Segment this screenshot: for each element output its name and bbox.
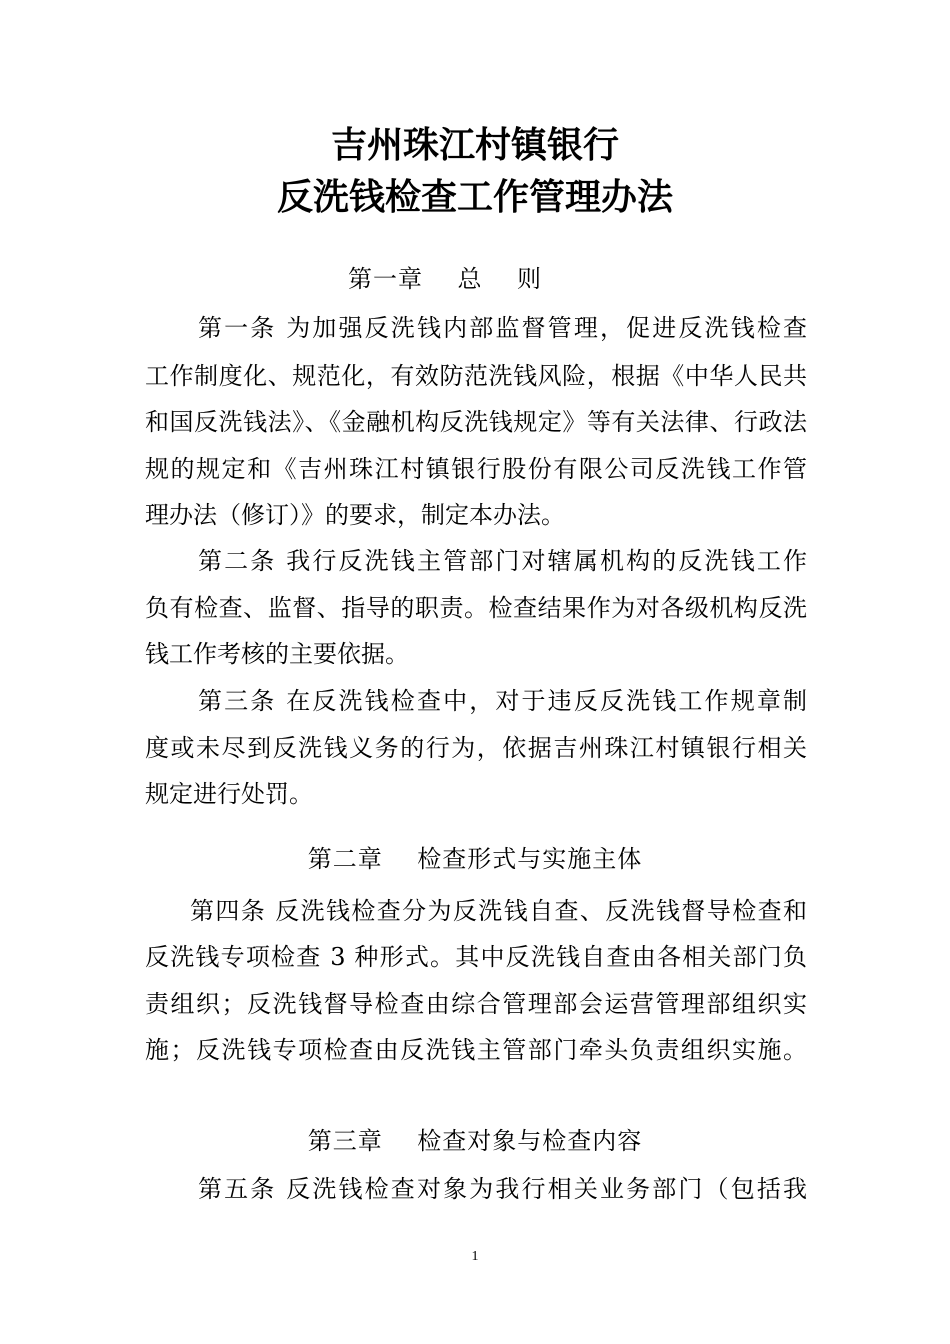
article-3-line: 第三条 在反洗钱检查中，对于违反反洗钱工作规章制 [198, 687, 807, 715]
article-5-line: 第五条 反洗钱检查对象为我行相关业务部门（包括我 [198, 1175, 807, 1203]
article-1-line: 第一条 为加强反洗钱内部监督管理，促进反洗钱检查 [198, 314, 807, 342]
article-4-line: 责组织；反洗钱督导检查由综合管理部会运营管理部组织实 [145, 990, 807, 1018]
article-4-line: 第四条 反洗钱检查分为反洗钱自查、反洗钱督导检查和 [190, 897, 807, 925]
article-3-line: 规定进行处罚。 [145, 780, 313, 808]
chapter-1-heading: 第一章 总 则 [347, 265, 543, 293]
article-1-line: 工作制度化、规范化，有效防范洗钱风险，根据《中华人民共 [145, 362, 807, 390]
article-2-line: 钱工作考核的主要依据。 [145, 640, 409, 668]
page-number: 1 [471, 1249, 479, 1264]
chapter-3-heading: 第三章 检查对象与检查内容 [307, 1127, 643, 1155]
article-1-line: 和国反洗钱法》、《金融机构反洗钱规定》等有关法律、行政法 [145, 408, 807, 436]
document-title-line-1: 吉州珠江村镇银行 [330, 125, 619, 166]
article-2-line: 第二条 我行反洗钱主管部门对辖属机构的反洗钱工作 [198, 547, 807, 575]
article-3-line: 度或未尽到反洗钱义务的行为，依据吉州珠江村镇银行相关 [145, 734, 807, 762]
article-4-line: 施；反洗钱专项检查由反洗钱主管部门牵头负责组织实施。 [145, 1036, 807, 1064]
document-title-line-2: 反洗钱检查工作管理办法 [276, 177, 673, 218]
chapter-2-heading: 第二章 检查形式与实施主体 [307, 845, 643, 873]
article-2-line: 负有检查、监督、指导的职责。检查结果作为对各级机构反洗 [145, 594, 807, 622]
article-1-line: 理办法（修订）》的要求，制定本办法。 [145, 501, 565, 529]
article-4-line: 反洗钱专项检查 3 种形式。其中反洗钱自查由各相关部门负 [145, 943, 807, 971]
article-1-line: 规的规定和《吉州珠江村镇银行股份有限公司反洗钱工作管 [145, 455, 807, 483]
